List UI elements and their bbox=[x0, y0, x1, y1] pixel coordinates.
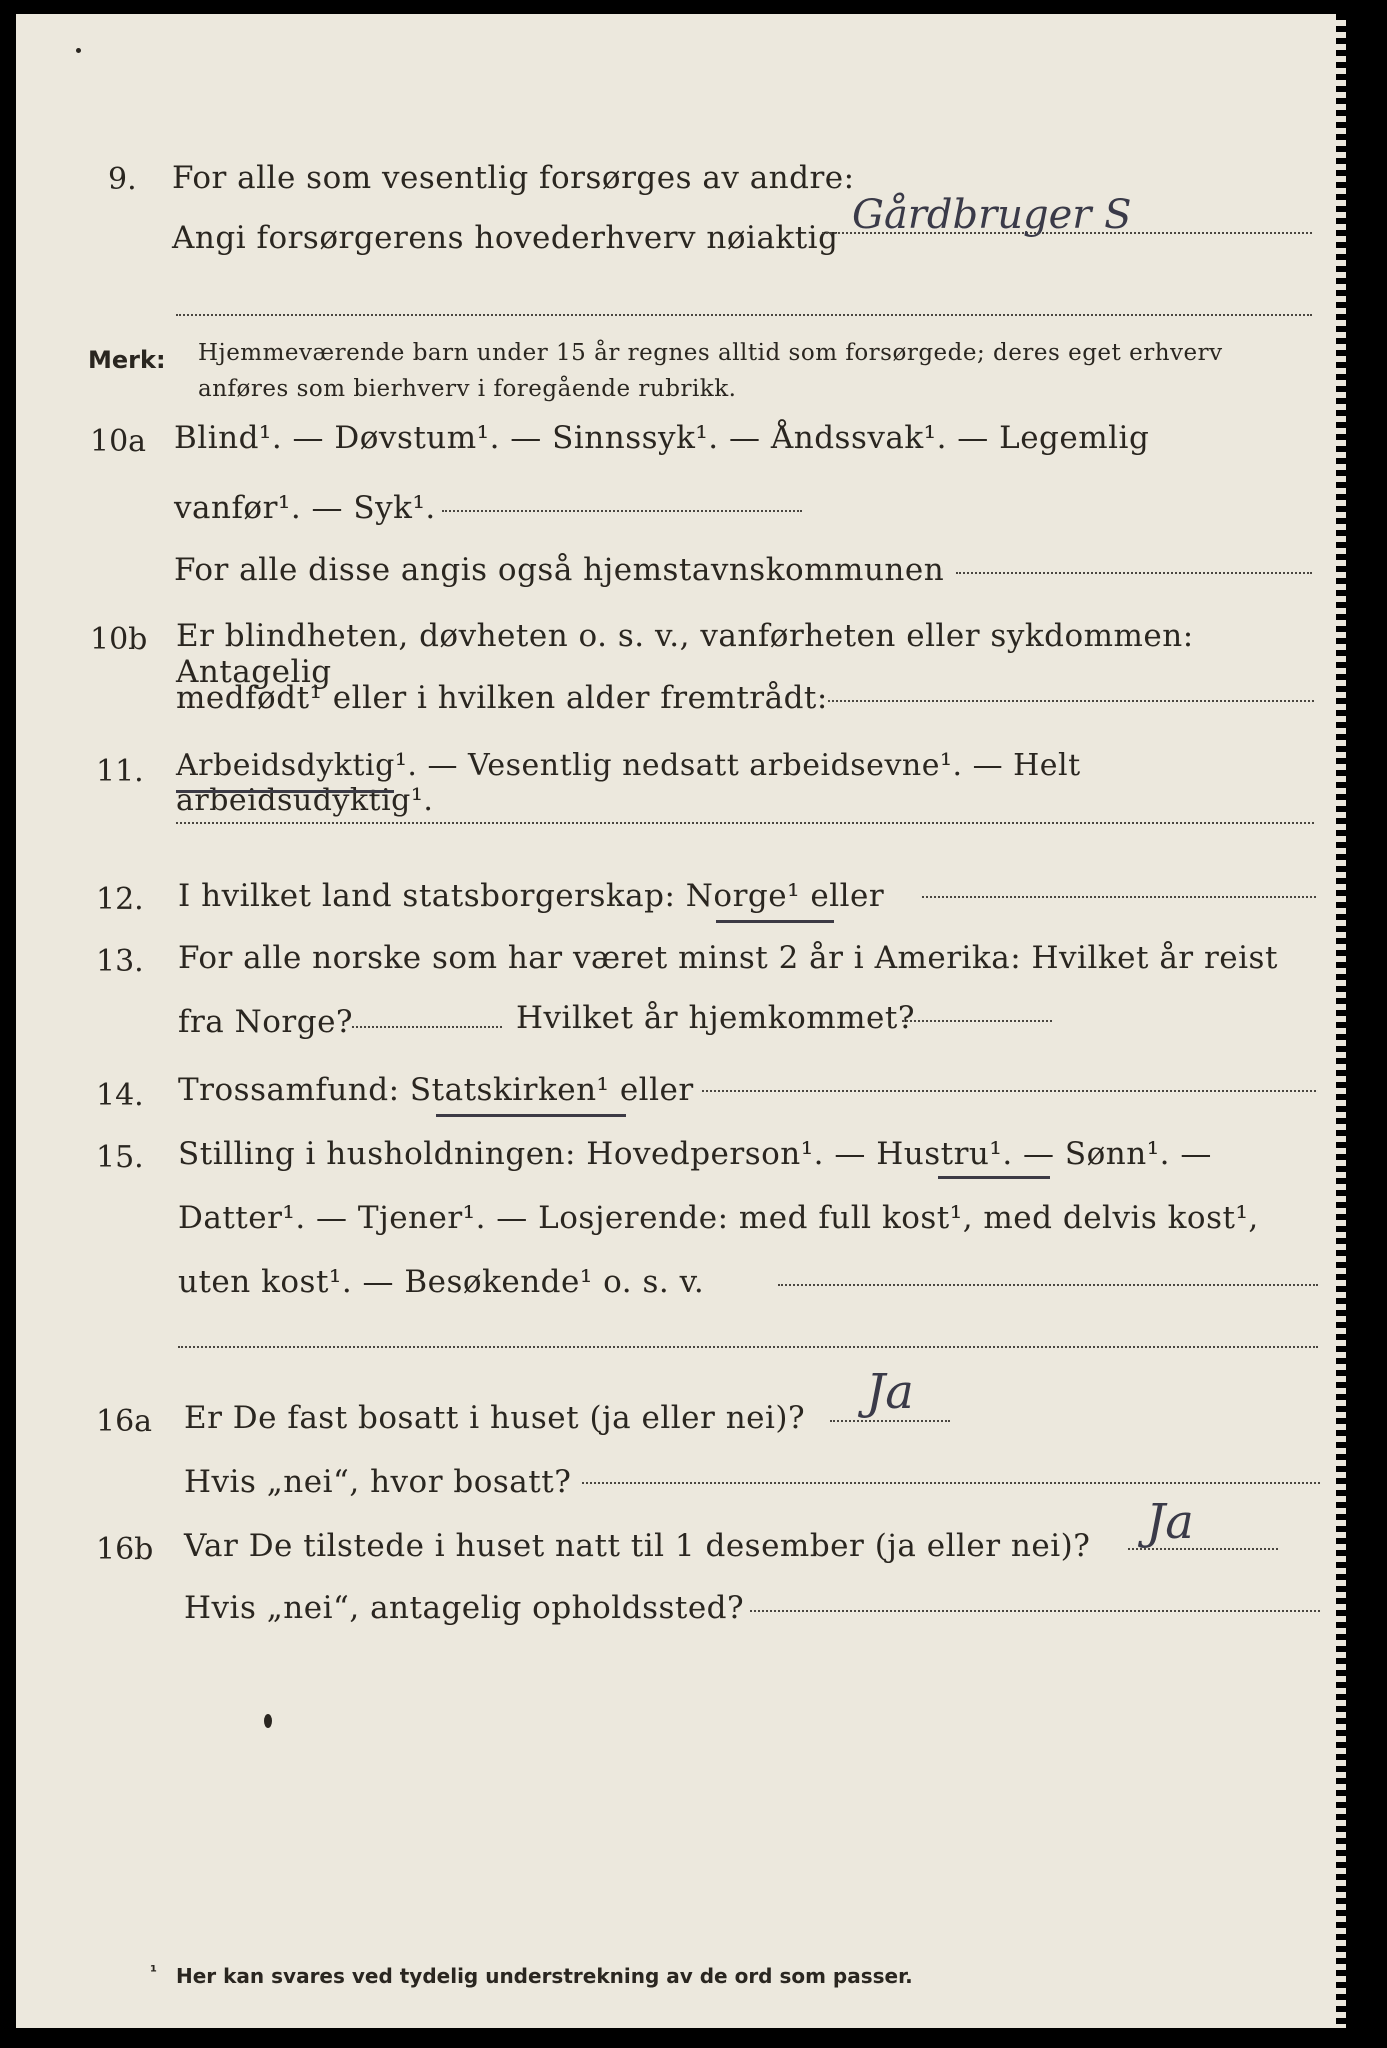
q13-hjem-line bbox=[902, 1020, 1052, 1022]
q10a-line3: For alle disse angis også hjemstavnskommunen bbox=[174, 552, 945, 588]
q11-blank-line bbox=[176, 822, 1314, 824]
census-form-page bbox=[16, 14, 1346, 2028]
q13-line2b: Hvilket år hjemkommet? bbox=[516, 1000, 915, 1036]
q12-number: 12. bbox=[96, 882, 144, 917]
q14-line1: Trossamfund: Statskirken¹ eller bbox=[178, 1072, 694, 1108]
q12-underline-norge bbox=[716, 920, 834, 923]
q10b-age-line bbox=[828, 700, 1314, 702]
torn-edge bbox=[1336, 14, 1346, 2028]
merk-label: Merk: bbox=[88, 346, 166, 374]
q13-line2a: fra Norge? bbox=[178, 1004, 354, 1040]
q15-blank-line bbox=[178, 1346, 1318, 1348]
q10b-number: 10b bbox=[90, 622, 148, 657]
q9-line2: Angi forsørgerens hovederhverv nøiaktig bbox=[172, 220, 839, 256]
q16b-number: 16b bbox=[96, 1532, 154, 1567]
q13-reist-line bbox=[352, 1026, 502, 1028]
q10b-line2: medfødt¹ eller i hvilken alder fremtrådt: bbox=[176, 680, 828, 716]
q14-underline-statskirken bbox=[436, 1114, 626, 1117]
q11-line1: Arbeidsdyktig¹. — Vesentlig nedsatt arbeidsevne¹. — Helt arbeidsudyktig¹. bbox=[176, 748, 1081, 818]
q10a-line1: Blind¹. — Døvstum¹. — Sinnssyk¹. — Åndssvak¹. — Legemlig bbox=[174, 420, 1150, 456]
q13-line1: For alle norske som har været minst 2 år i Amerika: Hvilket år reist bbox=[178, 940, 1278, 976]
footnote-mark: ¹ bbox=[150, 1962, 158, 1981]
q16a-number: 16a bbox=[96, 1404, 153, 1439]
q9-line1: For alle som vesentlig forsørges av andre: bbox=[172, 160, 855, 196]
q9-number: 9. bbox=[108, 162, 137, 197]
q11-underline-arbeidsdyktig bbox=[176, 790, 394, 793]
q16a-line1: Er De fast bosatt i huset (ja eller nei)? bbox=[184, 1400, 806, 1436]
q16b-line2: Hvis „nei“, antagelig opholdssted? bbox=[184, 1590, 745, 1626]
q15-line3: uten kost¹. — Besøkende¹ o. s. v. bbox=[178, 1264, 705, 1300]
q12-line1: I hvilket land statsborgerskap: Norge¹ eller bbox=[178, 878, 885, 914]
q16b-handwritten-answer: Ja bbox=[1146, 1494, 1194, 1550]
q16b-line1: Var De tilstede i huset natt til 1 desember (ja eller nei)? bbox=[184, 1528, 1091, 1564]
q11-number: 11. bbox=[96, 754, 144, 789]
q13-number: 13. bbox=[96, 944, 144, 979]
q10b-line1: Er blindheten, døvheten o. s. v., vanførheten eller sykdommen: Antagelig bbox=[176, 618, 1194, 690]
q9-blank-line bbox=[176, 314, 1312, 316]
q15-line2: Datter¹. — Tjener¹. — Losjerende: med full kost¹, med delvis kost¹, bbox=[178, 1200, 1259, 1236]
q15-number: 15. bbox=[96, 1140, 144, 1175]
q16a-handwritten-answer: Ja bbox=[866, 1364, 914, 1420]
footnote-text: Her kan svares ved tydelig understrekning av de ord som passer. bbox=[176, 1964, 913, 1988]
q14-trossamfund-line bbox=[702, 1090, 1316, 1092]
q15-besokende-line bbox=[778, 1284, 1318, 1286]
q16a-bosatt-line bbox=[582, 1482, 1320, 1484]
merk-line1: Hjemmeværende barn under 15 år regnes alltid som forsørgede; deres eget erhverv bbox=[198, 340, 1223, 366]
q9-handwritten-answer: Gårdbruger S bbox=[852, 192, 1132, 238]
ink-speck bbox=[264, 1714, 272, 1728]
q15-underline-hustru bbox=[938, 1176, 1050, 1179]
q10a-number: 10a bbox=[90, 424, 147, 459]
q16a-answer-line bbox=[830, 1420, 950, 1422]
ink-speck bbox=[76, 48, 81, 53]
q10a-syk-line bbox=[442, 510, 802, 512]
merk-line2: anføres som bierhverv i foregående rubrikk. bbox=[198, 376, 737, 402]
q12-country-line bbox=[922, 896, 1316, 898]
q10a-kommune-line bbox=[956, 572, 1312, 574]
q15-line1: Stilling i husholdningen: Hovedperson¹. — Hustru¹. — Sønn¹. — bbox=[178, 1136, 1212, 1172]
q14-number: 14. bbox=[96, 1078, 144, 1113]
q16a-line2: Hvis „nei“, hvor bosatt? bbox=[184, 1464, 572, 1500]
q16b-opholdssted-line bbox=[750, 1610, 1320, 1612]
q10a-line2: vanfør¹. — Syk¹. bbox=[174, 490, 436, 526]
